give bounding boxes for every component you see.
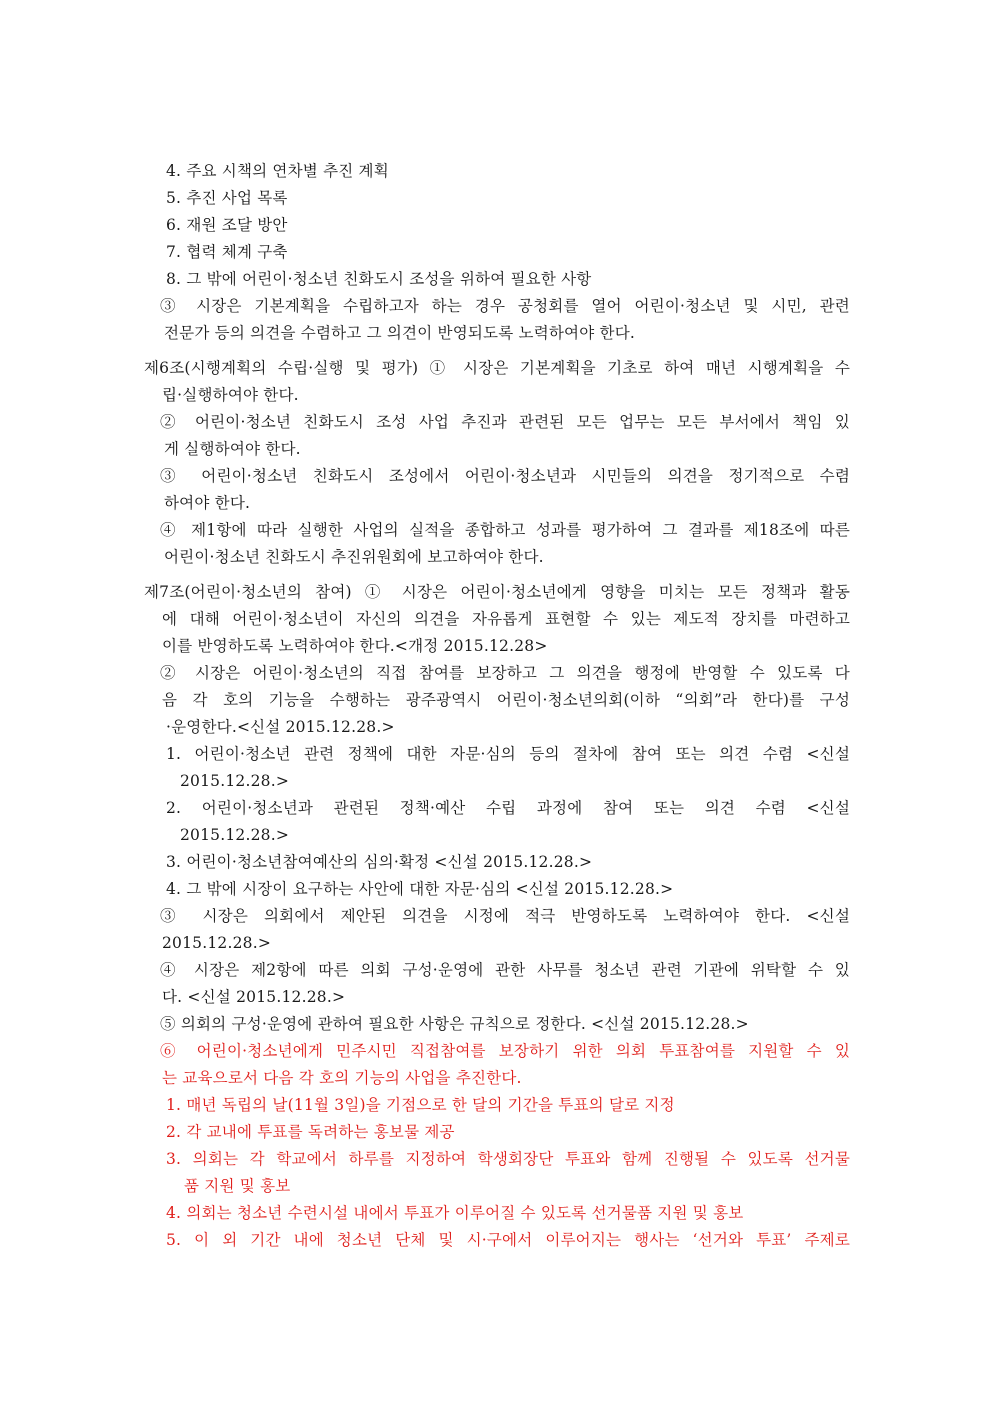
article7-para2-line3: ·운영한다.<신설 2015.12.28.> (166, 718, 395, 736)
article7-red-item2: 2. 각 교내에 투표를 독려하는 홍보물 제공 (166, 1123, 455, 1141)
article6-para3-line2: 하여야 한다. (164, 494, 251, 512)
article6-heading-line1: 제6조(시행계획의 수립·실행 및 평가) ① 시장은 기본계획을 기초로 하여 매년 시행계획을 수 (144, 359, 850, 377)
article7-item4: 4. 그 밖에 시장이 요구하는 사안에 대한 자문·심의 <신설 2015.12.28.> (166, 880, 674, 898)
article7-para3-line1: ③ 시장은 의회에서 제안된 의견을 시정에 적극 반영하도록 노력하여야 한다. <신설 (160, 907, 850, 925)
article7-para2-line2: 음 각 호의 기능을 수행하는 광주광역시 어린이·청소년의회(이하 “의회”라 한다)를 구성 (162, 691, 850, 709)
article7-heading-line2: 에 대해 어린이·청소년이 자신의 의견을 자유롭게 표현할 수 있는 제도적 장치를 마련하고 (162, 610, 850, 628)
article7-red-item1: 1. 매년 독립의 날(11월 3일)을 기점으로 한 달의 기간을 투표의 달로 지정 (166, 1096, 675, 1114)
article5-item-8: 8. 그 밖에 어린이·청소년 친화도시 조성을 위하여 필요한 사항 (166, 270, 592, 288)
article7-item2-line1: 2. 어린이·청소년과 관련된 정책·예산 수립 과정에 참여 또는 의견 수렴 <신설 (166, 799, 850, 817)
article7-item3: 3. 어린이·청소년참여예산의 심의·확정 <신설 2015.12.28.> (166, 853, 593, 871)
article7-para3-line2: 2015.12.28.> (162, 934, 272, 952)
article6-para4-line2: 어린이·청소년 친화도시 추진위원회에 보고하여야 한다. (164, 548, 544, 566)
article5-item-4: 4. 주요 시책의 연차별 추진 계획 (166, 162, 389, 180)
article5-item-5: 5. 추진 사업 목록 (166, 189, 288, 207)
article6-para2-line1: ② 어린이·청소년 친화도시 조성 사업 추진과 관련된 모든 업무는 모든 부서에서 책임 있 (160, 413, 850, 431)
article5-item-7: 7. 협력 체계 구축 (166, 243, 288, 261)
article7-para6-line1: ⑥ 어린이·청소년에게 민주시민 직접참여를 보장하기 위한 의회 투표참여를 지원할 수 있 (160, 1042, 850, 1060)
article6-para3-line1: ③ 어린이·청소년 친화도시 조성에서 어린이·청소년과 시민들의 의견을 정기적으로 수렴 (160, 467, 850, 485)
article7-item1-line2: 2015.12.28.> (180, 772, 290, 790)
article7-heading-line3: 이를 반영하도록 노력하여야 한다.<개정 2015.12.28> (162, 637, 548, 655)
article7-para4-line2: 다. <신설 2015.12.28.> (162, 988, 346, 1006)
article7-red-item3-line2: 품 지원 및 홍보 (184, 1177, 291, 1195)
article5-para3-line1: ③ 시장은 기본계획을 수립하고자 하는 경우 공청회를 열어 어린이·청소년 및 시민, 관련 (160, 297, 850, 315)
article6-heading-line2: 립·실행하여야 한다. (162, 386, 299, 404)
article7-para4-line1: ④ 시장은 제2항에 따른 의회 구성·운영에 관한 사무를 청소년 관련 기관에 위탁할 수 있 (160, 961, 850, 979)
article7-item2-line2: 2015.12.28.> (180, 826, 290, 844)
article7-red-item4: 4. 의회는 청소년 수련시설 내에서 투표가 이루어질 수 있도록 선거물품 지원 및 홍보 (166, 1204, 744, 1222)
article7-red-item5: 5. 이 외 기간 내에 청소년 단체 및 시·구에서 이루어지는 행사는 ‘선거와 투표’ 주제로 (166, 1231, 850, 1249)
article7-red-item3-line1: 3. 의회는 각 학교에서 하루를 지정하여 학생회장단 투표와 함께 진행될 수 있도록 선거물 (166, 1150, 850, 1168)
article7-para2-line1: ② 시장은 어린이·청소년의 직접 참여를 보장하고 그 의견을 행정에 반영할 수 있도록 다 (160, 664, 850, 682)
article7-para6-line2: 는 교육으로서 다음 각 호의 기능의 사업을 추진한다. (162, 1069, 522, 1087)
article7-item1-line1: 1. 어린이·청소년 관련 정책에 대한 자문·심의 등의 절차에 참여 또는 의견 수렴 <신설 (166, 745, 850, 763)
article5-para3-line2: 전문가 등의 의견을 수렴하고 그 의견이 반영되도록 노력하여야 한다. (164, 324, 635, 342)
article5-item-6: 6. 재원 조달 방안 (166, 216, 288, 234)
article7-heading-line1: 제7조(어린이·청소년의 참여) ① 시장은 어린이·청소년에게 영향을 미치는 모든 정책과 활동 (144, 583, 850, 601)
article6-para4-line1: ④ 제1항에 따라 실행한 사업의 실적을 종합하고 성과를 평가하여 그 결과를 제18조에 따른 (160, 521, 850, 539)
article6-para2-line2: 게 실행하여야 한다. (164, 440, 301, 458)
article7-para5: ⑤ 의회의 구성·운영에 관하여 필요한 사항은 규칙으로 정한다. <신설 2015.12.28.> (160, 1015, 749, 1033)
